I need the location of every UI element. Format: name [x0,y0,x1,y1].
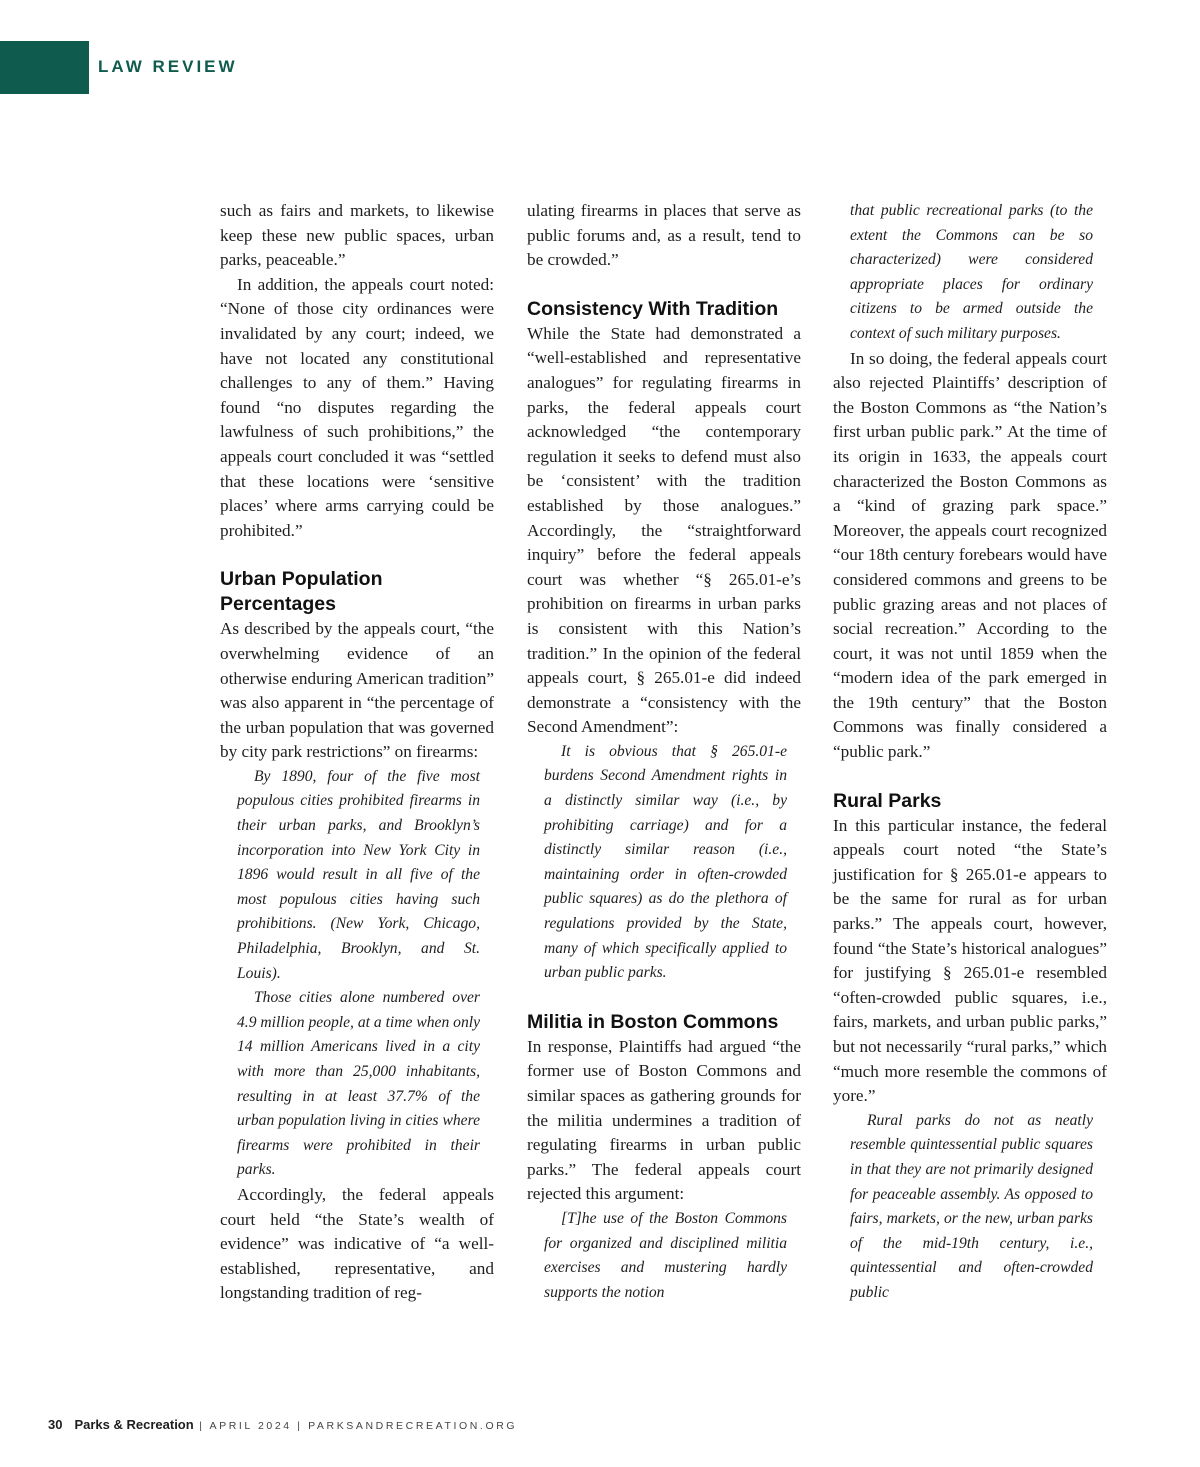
section-label: LAW REVIEW [98,57,238,76]
subheading-consistency: Consistency With Tradition [527,297,779,320]
subheading-rural-parks: Rural Parks [833,789,942,812]
subheading-militia: Militia in Boston Commons [527,1010,779,1033]
subheading-urban-population: Urban Population Percentages [220,568,383,616]
paragraph: such as fairs and markets, to likewise keep these new public spaces, urban parks, peaceable.” [220,201,494,270]
block-quote: By 1890, four of the five most populous cities prohibited firearms in their urban parks, and Brooklyn’s incorporation into New York City in 1896 would result in all five of the most populous cities having such prohibitions. (New York, Chicago, Philadelphia, Brooklyn, and St. Louis). [237,767,480,982]
page-number: 30 [48,1417,63,1432]
paragraph: While the State had demonstrated a “well-established and representative analogues” for regulating firearms in parks, the federal appeals court acknowledged “the contemporary regulation it seeks to defend must also be ‘consistent’ with the tradition established by those analogues.” Accordingly, the “straightforward inquiry” before the federal appeals court was whether “§ 265.01-e’s prohibition on firearms in urban parks is consistent with this Nation’s tradition.” In the opinion of the federal appeals court, § 265.01-e did indeed demonstrate a “consistency with the Second Amendment”: [527,323,801,737]
paragraph: ulating firearms in places that serve as public forums and, as a result, tend to be crowded.” [527,201,801,270]
issue-info: | APRIL 2024 | PARKSANDRECREATION.ORG [193,1420,518,1432]
paragraph: As described by the appeals court, “the overwhelming evidence of an otherwise enduring American tradition” was also apparent in “the percentage of the urban population that was governed by city park restrictions” on firearms: [220,619,494,762]
paragraph: In addition, the appeals court noted: “None of those city ordinances were invalidated by any court; indeed, we have not located any constitutional challenges to any of them.” Having found “no disputes regarding the lawfulness of such prohibitions,” the appeals court concluded it was “settled that these locations were ‘sensitive places’ where arms carrying could be prohibited.” [220,274,494,540]
paragraph: In this particular instance, the federal appeals court noted “the State’s justification for § 265.01-e appears to be the same for rural as for urban parks.” The appeals court, however, found “the State’s historical analogues” for justifying § 265.01-e resembled “often-crowded public squares, i.e., fairs, markets, and urban public parks,” but not necessarily “rural parks,” which “much more resemble the commons of yore.” [833,815,1107,1106]
magazine-title: Parks & Recreation [74,1417,194,1432]
block-quote: [T]he use of the Boston Commons for organized and disciplined militia exercises and mustering hardly supports the notion [544,1209,787,1301]
page-footer [48,1417,517,1432]
paragraph: Accordingly, the federal appeals court held “the State’s wealth of evidence” was indicative of “a well-established, representative, and longstanding tradition of reg- [220,1184,494,1303]
paragraph: In so doing, the federal appeals court also rejected Plaintiffs’ description of the Boston Commons as “the Nation’s first urban public park.” At the time of its origin in 1633, the appeals court characterized the Boston Commons as a “kind of grazing park space.” Moreover, the appeals court recognized “our 18th century forebears would have considered commons and greens to be public grazing areas and not places of social recreation.” According to the court, it was not until 1859 when the “modern idea of the park emerged in the 19th century” that the Boston Commons was finally considered a “public park.” [833,348,1107,762]
article-column-3 [833,199,1107,1306]
block-quote: It is obvious that § 265.01-e burdens Second Amendment rights in a distinctly similar way (i.e., by prohibiting carriage) and for a distinctly similar reason (i.e., maintaining order in often-crowded public squares) as do the plethora of regulations provided by the State, many of which specifically applied to urban public parks. [544,742,787,982]
article-column-2 [527,199,801,1305]
block-quote: Those cities alone numbered over 4.9 million people, at a time when only 14 million Americans lived in a city with more than 25,000 inhabitants, resulting in at least 37.7% of the urban population living in cities where firearms were prohibited in their parks. [237,989,480,1179]
block-quote: that public recreational parks (to the extent the Commons can be so characterized) were considered appropriate places for ordinary citizens to be armed outside the context of such military purposes. [850,202,1093,342]
section-color-block [0,41,89,94]
article-column-1 [220,199,494,1306]
block-quote: Rural parks do not as neatly resemble quintessential public squares in that they are not primarily designed for peaceable assembly. As opposed to fairs, markets, or the new, urban parks of the mid-19th century, i.e., quintessential and often-crowded public [850,1111,1093,1301]
paragraph: In response, Plaintiffs had argued “the former use of Boston Commons and similar spaces as gathering grounds for the militia undermines a tradition of regulating firearms in urban public parks.” The federal appeals court rejected this argument: [527,1036,801,1204]
